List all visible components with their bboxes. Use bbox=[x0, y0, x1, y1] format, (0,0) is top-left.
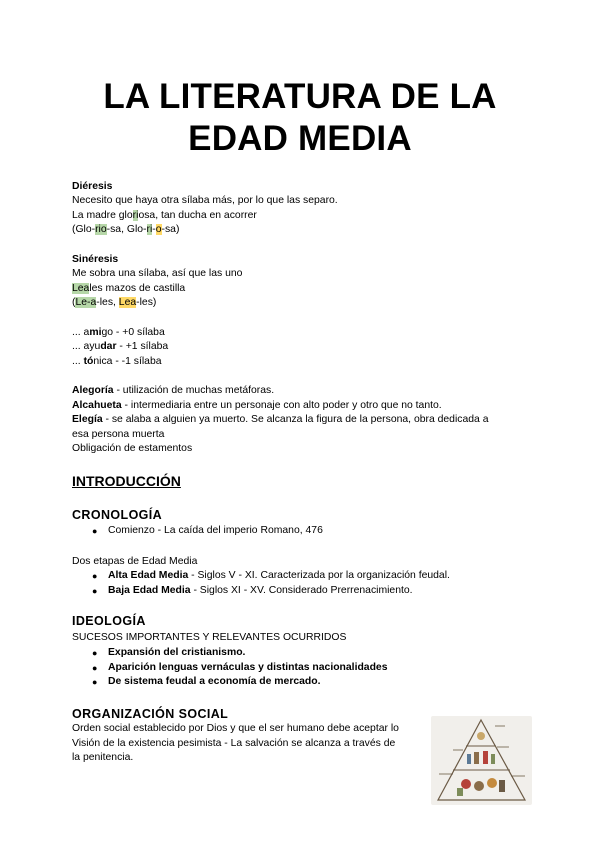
organizacion-line-2: Visión de la existencia pesimista - La salvación se alcanza a través de bbox=[72, 738, 396, 749]
example-line: ... tónica - -1 sílaba bbox=[72, 356, 162, 367]
sineresis-line-2: Leales mazos de castilla bbox=[72, 283, 186, 294]
sineresis-heading: Sinéresis bbox=[72, 254, 119, 265]
section-heading-introduccion: INTRODUCCIÓN bbox=[72, 473, 181, 489]
sineresis-line-1: Me sobra una sílaba, así que las uno bbox=[72, 268, 243, 279]
sineresis-line-3: (Le-a-les, Lea-les) bbox=[72, 297, 157, 308]
example-line: ... amigo - +0 sílaba bbox=[72, 327, 165, 338]
ideologia-subheading: SUCESOS IMPORTANTES Y RELEVANTES OCURRIDOS bbox=[72, 632, 347, 643]
etapas-text: Dos etapas de Edad Media bbox=[72, 556, 198, 567]
definition-elegia: Elegía - se alaba a alguien ya muerto. Se alcanza la figura de la persona, obra dedicada a bbox=[72, 414, 489, 425]
etapa-alta: Alta Edad Media - Siglos V - XI. Caracterizada por la organización feudal. bbox=[108, 570, 450, 581]
bullet-icon: ● bbox=[92, 571, 98, 581]
page-title-line-1: LA LITERATURA DE LA bbox=[103, 77, 497, 116]
obligacion-text: Obligación de estamentos bbox=[72, 443, 193, 454]
bullet-icon: ● bbox=[92, 648, 98, 658]
ideologia-item: De sistema feudal a economía de mercado. bbox=[108, 676, 321, 687]
example-line: ... ayudar - +1 sílaba bbox=[72, 341, 169, 352]
definition-alegoria: Alegoría - utilización de muchas metáforas. bbox=[72, 385, 275, 396]
ideologia-item: Expansión del cristianismo. bbox=[108, 647, 246, 658]
ideologia-item: Aparición lenguas vernáculas y distintas nacionalidades bbox=[108, 662, 388, 673]
bullet-icon: ● bbox=[92, 586, 98, 596]
definition-alcahueta: Alcahueta - intermediaria entre un personaje con alto poder y otro que no tanto. bbox=[72, 400, 442, 411]
section-heading-cronologia: CRONOLOGÍA bbox=[72, 508, 163, 522]
definition-elegia-continued: esa persona muerta bbox=[72, 429, 165, 440]
bullet-icon: ● bbox=[92, 526, 98, 536]
dieresis-line-1: Necesito que haya otra sílaba más, por lo que las separo. bbox=[72, 195, 338, 206]
etapa-baja: Baja Edad Media - Siglos XI - XV. Considerado Prerrenacimiento. bbox=[108, 585, 413, 596]
bullet-icon: ● bbox=[92, 677, 98, 687]
cronologia-item: Comienzo - La caída del imperio Romano, 476 bbox=[108, 525, 323, 536]
organizacion-line-3: la penitencia. bbox=[72, 752, 134, 763]
social-pyramid-image bbox=[431, 716, 532, 805]
dieresis-heading: Diéresis bbox=[72, 181, 113, 192]
section-heading-organizacion-social: ORGANIZACIÓN SOCIAL bbox=[72, 707, 229, 721]
dieresis-line-3: (Glo-rio-sa, Glo-ri-o-sa) bbox=[72, 224, 180, 235]
dieresis-line-2: La madre gloriosa, tan ducha en acorrer bbox=[72, 210, 257, 221]
page-title-line-2: EDAD MEDIA bbox=[188, 119, 412, 158]
organizacion-line-1: Orden social establecido por Dios y que el ser humano debe aceptar lo bbox=[72, 723, 399, 734]
section-heading-ideologia: IDEOLOGÍA bbox=[72, 614, 146, 628]
bullet-icon: ● bbox=[92, 663, 98, 673]
